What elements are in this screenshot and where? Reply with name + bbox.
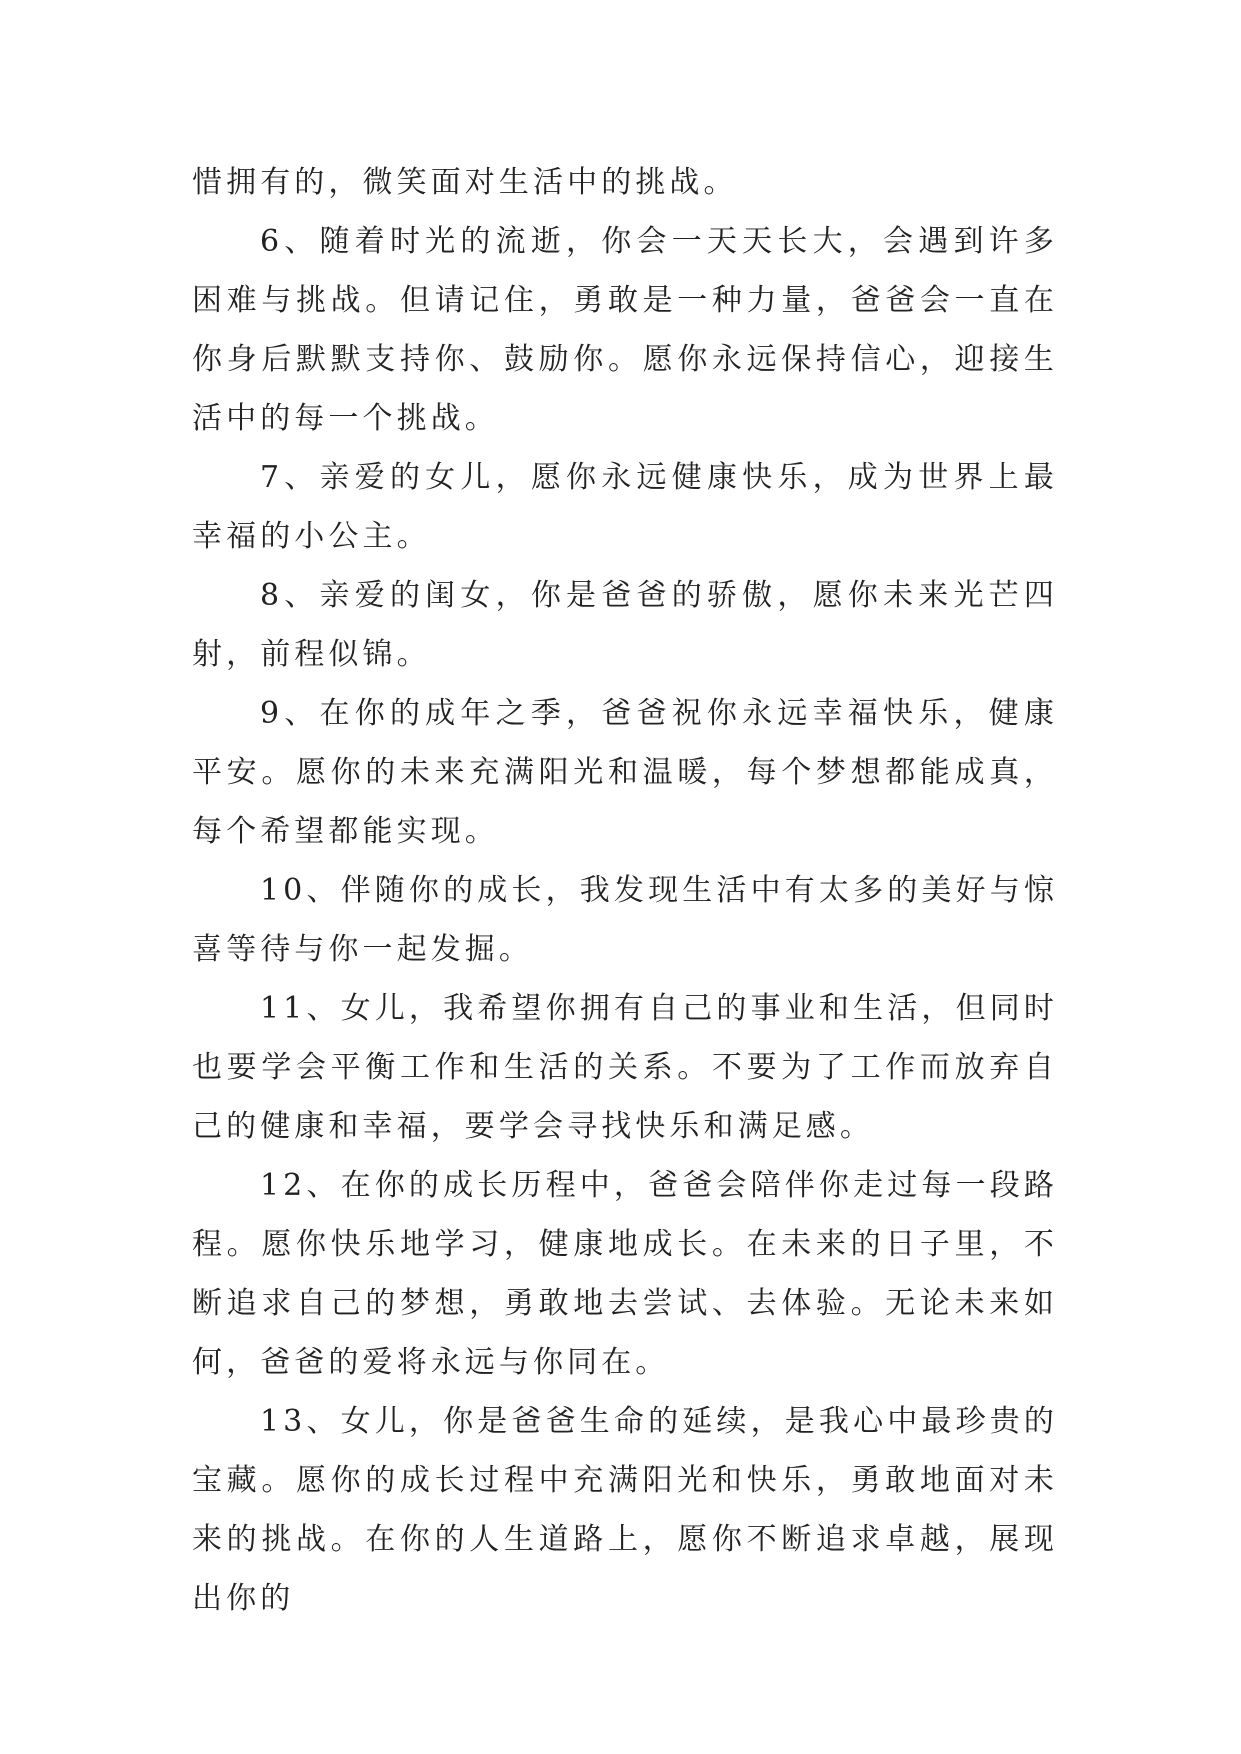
paragraph-12: 12、在你的成长历程中，爸爸会陪伴你走过每一段路程。愿你快乐地学习，健康地成长。在未来的日子里，不断追求自己的梦想，勇敢地去尝试、去体验。无论未来如何，爸爸的爱将永远与你同在。	[192, 1168, 1058, 1380]
paragraph-13: 13、女儿，你是爸爸生命的延续，是我心中最珍贵的宝藏。愿你的成长过程中充满阳光和快乐，勇敢地面对未来的挑战。在你的人生道路上，愿你不断追求卓越，展现出你的	[192, 1404, 1058, 1616]
paragraph-continuation: 惜拥有的，微笑面对生活中的挑战。	[192, 165, 738, 200]
document-body	[192, 153, 1058, 1628]
paragraph-8: 8、亲爱的闺女，你是爸爸的骄傲，愿你未来光芒四射，前程似锦。	[192, 578, 1058, 672]
paragraph-10: 10、伴随你的成长，我发现生活中有太多的美好与惊喜等待与你一起发掘。	[192, 873, 1058, 967]
paragraph-11: 11、女儿，我希望你拥有自己的事业和生活，但同时也要学会平衡工作和生活的关系。不要为了工作而放弃自己的健康和幸福，要学会寻找快乐和满足感。	[192, 991, 1058, 1144]
paragraph-9: 9、在你的成年之季，爸爸祝你永远幸福快乐，健康平安。愿你的未来充满阳光和温暖，每个梦想都能成真，每个希望都能实现。	[192, 696, 1058, 849]
paragraph-6: 6、随着时光的流逝，你会一天天长大，会遇到许多困难与挑战。但请记住，勇敢是一种力量，爸爸会一直在你身后默默支持你、鼓励你。愿你永远保持信心，迎接生活中的每一个挑战。	[192, 224, 1058, 436]
paragraph-7: 7、亲爱的女儿，愿你永远健康快乐，成为世界上最幸福的小公主。	[192, 460, 1058, 554]
